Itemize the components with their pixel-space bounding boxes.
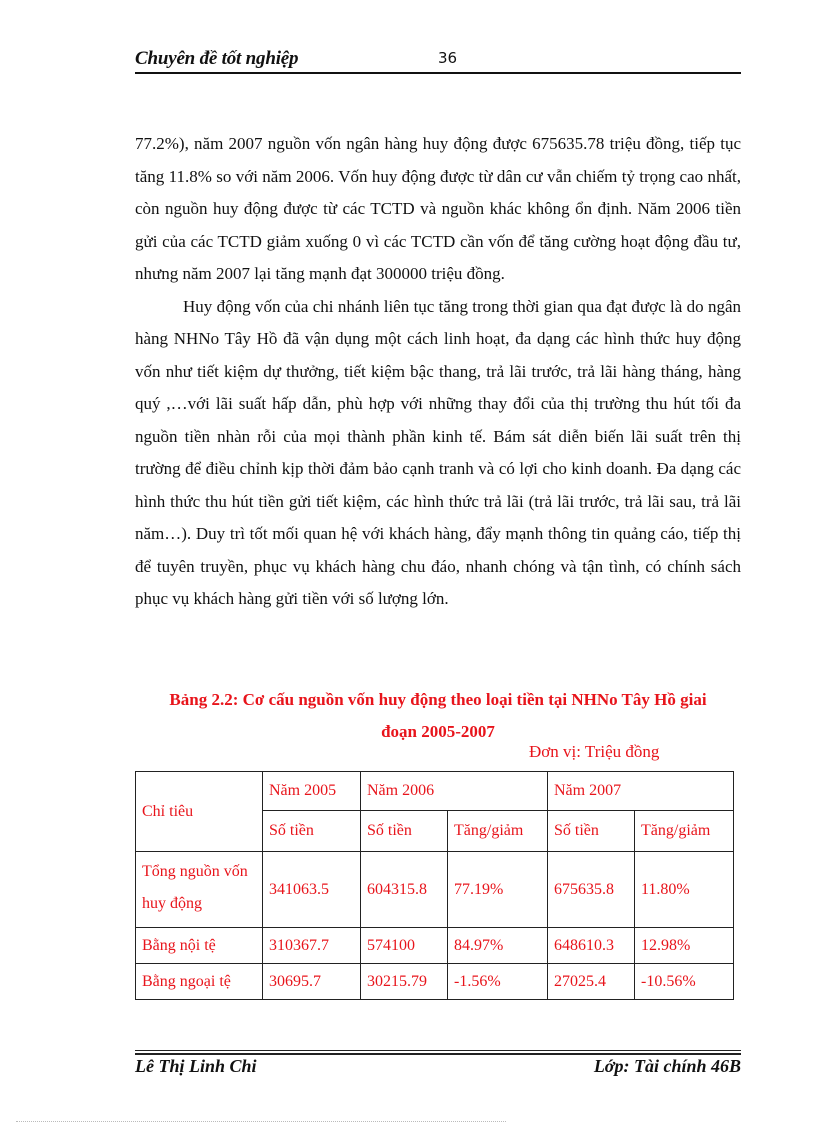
- cell: 648610.3: [548, 928, 635, 964]
- subheader-cell: Số tiền: [361, 811, 448, 852]
- header-row-label: Chỉ tiêu: [136, 772, 263, 852]
- cell: -10.56%: [635, 964, 734, 1000]
- cell: -1.56%: [448, 964, 548, 1000]
- footer-rule: [135, 1050, 741, 1051]
- paragraph: Huy động vốn của chi nhánh liên tục tăng trong thời gian qua đạt được là do ngân hàng NHNo Tây Hồ đã vận dụng một cách linh hoạt, đa dạng các hình thức huy động vốn như tiết kiệm dự thưởng, tiết kiệm bậc thang, trả lãi trước, trả lãi hàng tháng, hàng quý ,…với lãi suất hấp dẫn, phù hợp với những thay đổi của thị trường thu hút tối đa nguồn tiền nhàn rỗi của mọi thành phần kinh tế. Bám sát diễn biến lãi suất trên thị trường để điều chỉnh kịp thời đảm bảo cạnh tranh và có lợi cho kinh doanh. Đa dạng các hình thức thu hút tiền gửi tiết kiệm, các hình thức trả lãi (trả lãi trước, trả lãi sau, trả lãi năm…). Duy trì tốt mối quan hệ với khách hàng, đẩy mạnh thông tin quảng cáo, tiếp thị để tuyên truyền, phục vụ khách hàng chu đáo, nhanh chóng và tận tình, có chính sách phục vụ khách hàng gửi tiền với số lượng lớn.: [135, 296, 741, 608]
- subheader-cell: Tăng/giảm: [448, 811, 548, 852]
- row-label: Tổng nguồn vốn huy động: [136, 852, 263, 928]
- cell: 84.97%: [448, 928, 548, 964]
- funding-structure-table: [135, 771, 734, 1000]
- page-header: [135, 46, 741, 74]
- subheader-cell: Tăng/giảm: [635, 811, 734, 852]
- subheader-cell: Số tiền: [548, 811, 635, 852]
- row-label: Bằng ngoại tệ: [136, 964, 263, 1000]
- header-title: Chuyên đề tốt nghiệp: [135, 48, 299, 69]
- page-number: 36: [438, 49, 458, 67]
- footer-author: Lê Thị Linh Chi: [135, 1056, 257, 1076]
- cell: 27025.4: [548, 964, 635, 1000]
- page-edge-divider: [16, 1121, 506, 1122]
- table-row: [136, 964, 734, 1000]
- caption-line: đoạn 2005-2007: [381, 722, 495, 741]
- cell: 675635.8: [548, 852, 635, 928]
- body-text: [135, 128, 741, 616]
- header-year: Năm 2006: [361, 772, 548, 811]
- cell: 30215.79: [361, 964, 448, 1000]
- table-header-row: [136, 772, 734, 811]
- table-row: [136, 928, 734, 964]
- footer-rule: [135, 1053, 741, 1055]
- cell: 604315.8: [361, 852, 448, 928]
- cell: 574100: [361, 928, 448, 964]
- table-row: [136, 852, 734, 928]
- header-year: Năm 2005: [263, 772, 361, 811]
- row-label: Bằng nội tệ: [136, 928, 263, 964]
- cell: 310367.7: [263, 928, 361, 964]
- paragraph: 77.2%), năm 2007 nguồn vốn ngân hàng huy động được 675635.78 triệu đồng, tiếp tục tăng 11.8% so với năm 2006. Vốn huy động được từ dân cư vẫn chiếm tỷ trọng cao nhất, còn nguồn huy động được từ các TCTD và nguồn khác không ổn định. Năm 2006 tiền gửi của các TCTD giảm xuống 0 vì các TCTD cần vốn để tăng cường hoạt động đầu tư, nhưng năm 2007 lại tăng mạnh đạt 300000 triệu đồng.: [135, 134, 741, 283]
- cell: 11.80%: [635, 852, 734, 928]
- footer-class: Lớp: Tài chính 46B: [593, 1056, 741, 1076]
- table-unit: Đơn vị: Triệu đồng: [529, 742, 660, 761]
- header-rule: [135, 72, 741, 74]
- subheader-cell: Số tiền: [263, 811, 361, 852]
- caption-line: Bảng 2.2: Cơ cấu nguồn vốn huy động theo loại tiền tại NHNo Tây Hồ giai: [169, 690, 707, 709]
- cell: 341063.5: [263, 852, 361, 928]
- table-caption: [135, 684, 741, 748]
- header-year: Năm 2007: [548, 772, 734, 811]
- cell: 77.19%: [448, 852, 548, 928]
- cell: 30695.7: [263, 964, 361, 1000]
- cell: 12.98%: [635, 928, 734, 964]
